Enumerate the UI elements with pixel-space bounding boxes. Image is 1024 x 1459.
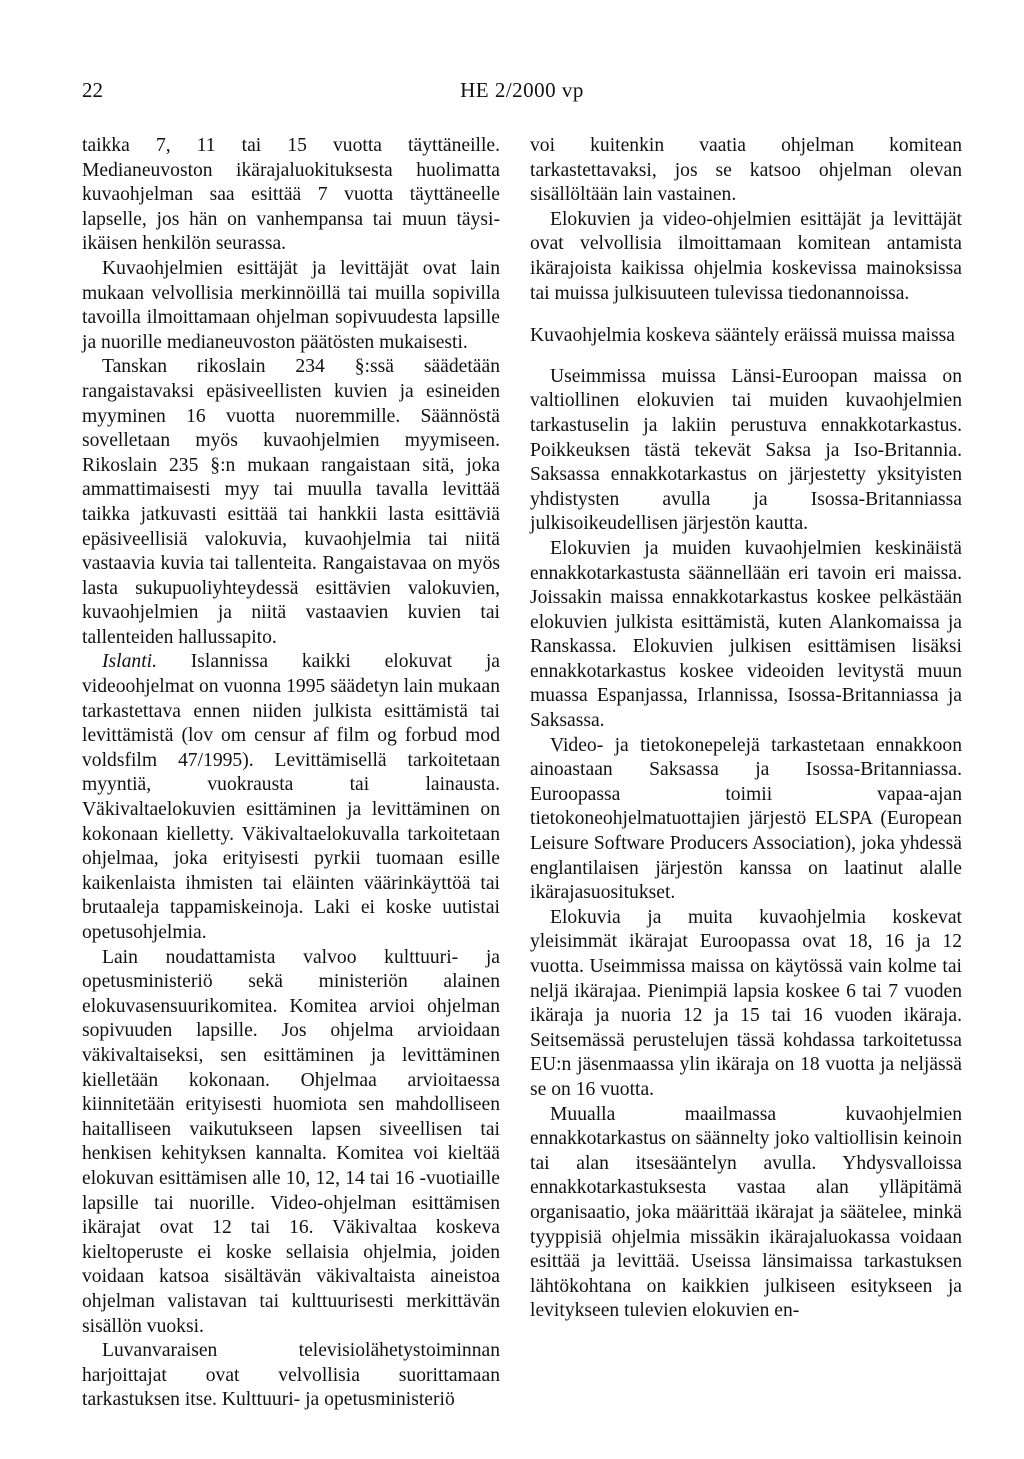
paragraph-iceland-advertising: Elokuvien ja video-ohjelmien esittäjät ja levittäjät ovat velvollisia ilmoittamaan komitean antamista ikärajoista kaikissa ohjelmia koskevissa mainoksissa tai muissa julkisuuteen tulevissa tiedonannoissa. bbox=[530, 208, 962, 304]
paragraph-games: Video- ja tietokonepelejä tarkastetaan ennakkoon ainoastaan Saksassa ja Isossa-Britanniassa. Euroopassa toimii vapaa-ajan tietokoneohjelmatuottajien järjestö ELSPA (European Leisure Software Producers Association), joka yhdessä englantilaisen järjestön kanssa on laatinut alalle ikärajasuositukset. bbox=[530, 734, 962, 904]
right-column bbox=[530, 134, 962, 1324]
paragraph-iceland-ministry: voi kuitenkin vaatia ohjelman komitean tarkastettavaksi, jos se katsoo ohjelman olevan sisällöltään lain vastainen. bbox=[530, 135, 962, 206]
left-column bbox=[82, 134, 500, 1413]
page-header bbox=[82, 78, 962, 108]
paragraph-iceland-television: Luvanvaraisen televisiolähetystoiminnan harjoittajat ovat velvollisia suorittamaan tarkastuksen itse. Kulttuuri- ja opetusministeriö bbox=[82, 1340, 500, 1411]
paragraph-denmark-labeling: Kuvaohjelmien esittäjät ja levittäjät ovat lain mukaan velvollisia merkinnöillä tai muilla sopivilla tavoilla ilmoittamaan ohjelman sopivuudesta lapsille ja nuorille medianeuvoston päätösten mukaisesti. bbox=[82, 257, 500, 353]
country-label-iceland: Islanti. bbox=[102, 651, 157, 673]
paragraph-denmark-criminal-code: Tanskan rikoslain 234 §:ssä säädetään rangaistavaksi epäsiveellisten kuvien ja esineiden myyminen 16 vuotta nuoremmille. Säännöstä sovelletaan myös kuvaohjelmien myymiseen. Rikoslain 235 §:n mukaan rangaistaan sitä, joka ammattimaisesti myy tai muulla tavalla levittää taikka jatkuvasti esittää tai hankkii lasta esittäviä epäsiveellisiä valokuvia, kuvaohjelmia tai niitä vastaavia kuvia tai tallenteita. Rangaistavaa on myös lasta sukupuoliyhteydessä esittävien valokuvien, kuvaohjelmien ja niitä vastaavien kuvien tai tallenteiden hallussapito. bbox=[82, 356, 500, 648]
page-number: 22 bbox=[82, 78, 103, 102]
paragraph-iceland-supervision: Lain noudattamista valvoo kulttuuri- ja opetusministeriö sekä ministeriön alainen elokuvasensuurikomitea. Komitea arvioi ohjelman sopivuuden lapsille. Jos ohjelma arvioidaan väkivaltaiseksi, sen esittäminen ja levittäminen kielletään kokonaan. Ohjelmaa arvioitaessa kiinnitetään erityisesti huomiota sen mahdolliseen haitalliseen vaikutukseen lapsen siveellisen tai henkisen kehityksen kannalta. Komitea voi kieltää elokuvan esittämisen alle 10, 12, 14 tai 16 -vuotiaille lapsille tai nuorille. Video-ohjelman esittämisen ikärajat ovat 12 tai 16. Väkivaltaa koskeva kieltoperuste ei koske sellaisia ohjelmia, joiden voidaan katsoa sisältävän väkivaltaista aineistoa ohjelman valistavan tai kulttuurisesti merkittävän sisällön vuoksi. bbox=[82, 946, 500, 1337]
paragraph-prior-review: Elokuvien ja muiden kuvaohjelmien keskinäistä ennakkotarkastusta säännellään eri tavoin eri maissa. Joissakin maissa ennakkotarkastus koskee pelkästään elokuvien julkista esittämistä, kuten Alankomaissa ja Ranskassa. Elokuvien julkisen esittämisen lisäksi ennakkotarkastus koskee videoiden levitystä muun muassa Espanjassa, Irlannissa, Isossa-Britanniassa ja Saksassa. bbox=[530, 537, 962, 732]
section-heading-other-countries: Kuvaohjelmia koskeva sääntely eräissä muissa maissa bbox=[530, 325, 955, 347]
paragraph-age-limits-europe: Elokuvia ja muita kuvaohjelmia koskevat yleisimmät ikärajat Euroopassa ovat 18, 16 ja 12 vuotta. Useimmissa maissa on käytössä vain kolme tai neljä ikärajaa. Pienimpiä lapsia koskee 6 tai 7 vuoden ikäraja ja nuoria 12 ja 15 tai 16 vuoden ikäraja. Seitsemässä perustelujen tässä kohdassa tarkoitetussa EU:n jäsenmaassa ylin ikäraja on 18 vuotta ja neljässä se on 16 vuotta. bbox=[530, 906, 962, 1100]
paragraph-iceland bbox=[82, 650, 500, 945]
paragraph-denmark-age-limits: taikka 7, 11 tai 15 vuotta täyttäneille. Medianeuvoston ikärajaluokituksesta huolimatta kuvaohjelman saa esittää 7 vuotta täyttäneelle lapselle, jos hän on vanhempansa tai muun täysi-ikäisen henkilön seurassa. bbox=[82, 135, 500, 255]
paragraph-iceland-text: Islannissa kaikki elokuvat ja videoohjelmat on vuonna 1995 säädetyn lain mukaan tarkastettava ennen niiden julkista esittämistä tai levittämistä (lov om censur af film og forbud mod voldsfilm 47/1995). Levittämisellä tarkoitetaan myyntiä, vuokrausta tai lainausta. Väkivaltaelokuvien esittäminen ja levittäminen on kokonaan kielletty. Väkivaltaelokuvalla tarkoitetaan ohjelmaa, joka erityisesti pyrkii tuomaan esille kaikenlaista ihmisten tai eläinten väärinkäyttöä tai brutaaleja tappamiskeinoja. Laki ei koske uutistai opetusohjelmia. bbox=[82, 651, 500, 943]
paragraph-western-europe: Useimmissa muissa Länsi-Euroopan maissa on valtiollinen elokuvien tai muiden kuvaohjelmien tarkastuselin ja lakiin perustuva ennakkotarkastus. Poikkeuksen tästä tekevät Saksa ja Iso-Britannia. Saksassa ennakkotarkastus on järjestetty yksityisten yhdistysten avulla ja Isossa-Britanniassa julkisoikeudellisen järjestön kautta. bbox=[530, 365, 962, 535]
document-code: HE 2/2000 vp bbox=[460, 78, 584, 102]
paragraph-rest-of-world: Muualla maailmassa kuvaohjelmien ennakkotarkastus on säännelty joko valtiollisin keinoin tai alan itsesääntelyn avulla. Yhdysvalloissa ennakkotarkastuksesta vastaa alan ylläpitämä organisaatio, joka määrittää ikärajat ja säätelee, minkä tyyppisiä ohjelmia missäkin ikärajaluokassa voidaan esittää ja levittää. Useissa länsimaissa tarkastuksen lähtökohtana on kaikkien julkiseen esitykseen ja levitykseen tulevien elokuvien en- bbox=[530, 1103, 962, 1322]
